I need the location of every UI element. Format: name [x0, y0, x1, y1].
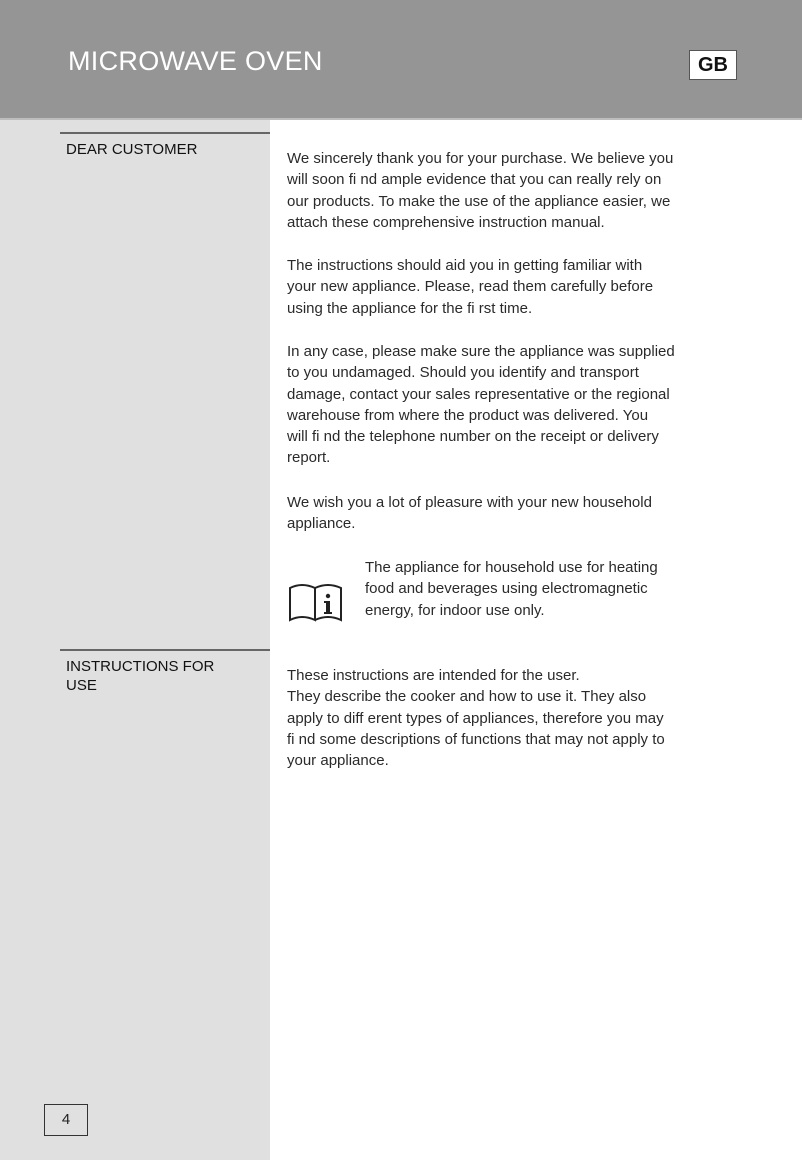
section-title-instructions [66, 657, 256, 695]
text-line: attach these comprehensive instruction manual. [287, 213, 605, 231]
section-title-line: INSTRUCTIONS FOR [66, 658, 215, 675]
text-line: energy, for indoor use only. [365, 601, 545, 619]
info-note [365, 557, 745, 621]
paragraph-instructions-for-use [287, 665, 747, 771]
left-column [0, 120, 270, 1160]
paragraph-damage [287, 341, 747, 469]
text-line: We sincerely thank you for your purchase. We believe you [287, 150, 674, 167]
text-line: The instructions should aid you in getting familiar with [287, 257, 643, 274]
page-number: 4 [44, 1104, 88, 1136]
text-line: your new appliance. Please, read them carefully before [287, 278, 654, 296]
text-line: our products. To make the use of the appliance easier, we [287, 192, 671, 210]
text-line: your appliance. [287, 752, 389, 770]
text-line: will soon fi nd ample evidence that you can really rely on [287, 171, 662, 189]
text-line: report. [287, 449, 331, 467]
language-badge: GB [689, 50, 737, 80]
text-line: The appliance for household use for heating [365, 559, 658, 576]
manual-info-icon [288, 580, 344, 624]
text-line: These instructions are intended for the user. [287, 667, 580, 684]
text-line: In any case, please make sure the appliance was supplied [287, 343, 675, 360]
section-divider [60, 132, 270, 134]
text-line: apply to diff erent types of appliances, therefore you may [287, 709, 664, 727]
page-title: MICROWAVE OVEN [68, 46, 323, 76]
text-line: food and beverages using electromagnetic [365, 580, 648, 598]
paragraph-wish [287, 492, 747, 535]
paragraph-thanks [287, 148, 747, 233]
paragraph-instructions-aid [287, 255, 747, 319]
text-line: using the appliance for the fi rst time. [287, 299, 533, 317]
text-line: fi nd some descriptions of functions that may not apply to [287, 730, 665, 748]
text-line: damage, contact your sales representative or the regional [287, 385, 670, 403]
text-line: to you undamaged. Should you identify and transport [287, 364, 639, 382]
text-line: They describe the cooker and how to use it. They also [287, 688, 647, 706]
section-title-dear-customer: DEAR CUSTOMER [66, 141, 198, 158]
text-line: will fi nd the telephone number on the receipt or delivery [287, 428, 659, 446]
section-divider [60, 649, 270, 651]
page-header [0, 0, 802, 120]
text-line: warehouse from where the product was delivered. You [287, 406, 649, 424]
text-line: We wish you a lot of pleasure with your new household [287, 494, 652, 511]
section-title-line: USE [66, 677, 97, 694]
text-line: appliance. [287, 515, 356, 533]
